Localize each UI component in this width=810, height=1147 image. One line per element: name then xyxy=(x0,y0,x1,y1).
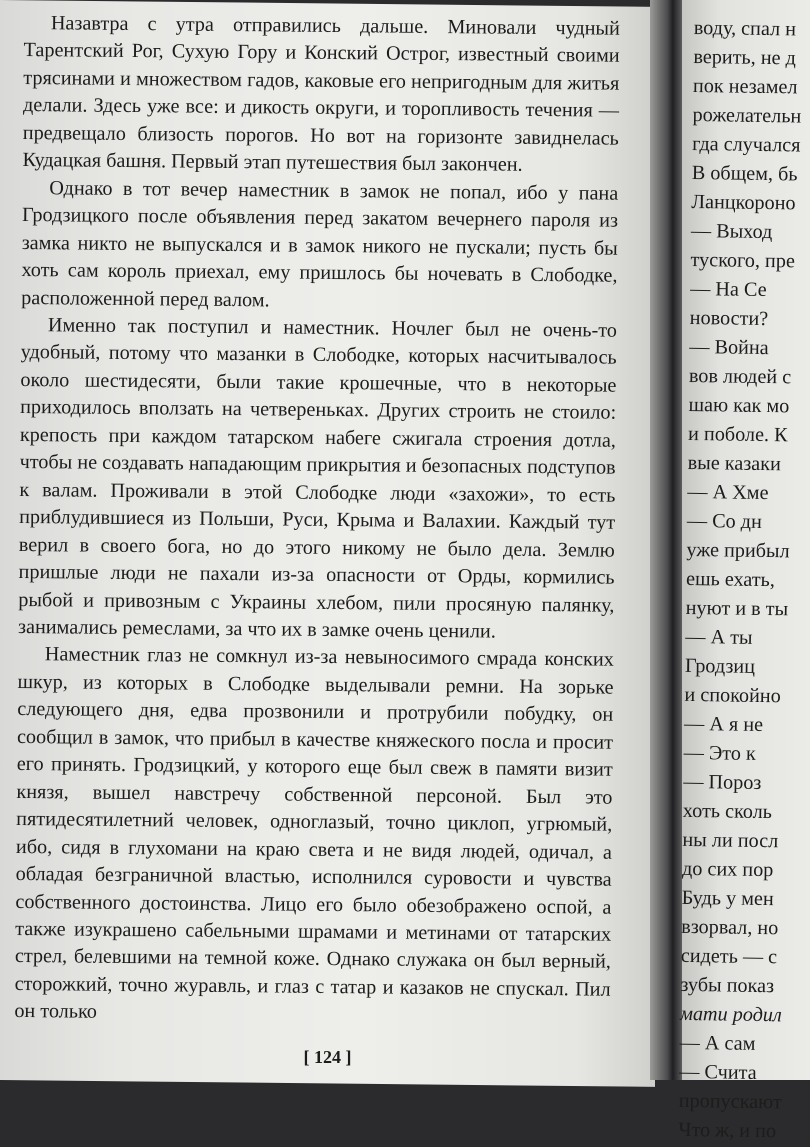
right-line: — А сам xyxy=(679,1031,756,1055)
right-line: нуют и в ты xyxy=(685,596,789,621)
right-line: ешь ехать, xyxy=(685,567,776,592)
right-line: верить, не д xyxy=(693,45,797,70)
right-line: — А ты xyxy=(685,625,753,649)
right-line: новости? xyxy=(689,306,769,331)
right-line: хоть сколь xyxy=(682,799,773,824)
paragraph-2: Однако в тот вечер наместник в замок не попал, ибо у пана Гродзицкого после объявления перед закатом вечернего пароля из замка никто не выпускался и в замок никого не пускали; пусть бы хоть сам король приехал, ему пришлось бы ночевать в Слободке, расположенной перед валом. xyxy=(21,176,619,311)
right-line: гда случался xyxy=(692,132,801,157)
right-line: вые казаки xyxy=(687,451,782,476)
right-line: — Со дн xyxy=(686,509,762,533)
right-line: — Пороз xyxy=(683,770,762,795)
right-line: шаю как мо xyxy=(688,393,790,418)
right-line: В общем, бь xyxy=(691,161,798,186)
right-line: туского, пре xyxy=(690,248,796,273)
page-number: [ 124 ] xyxy=(303,1047,352,1067)
right-line: вов людей с xyxy=(688,364,792,389)
right-line: — Война xyxy=(689,335,769,360)
right-line: — Выход xyxy=(690,219,773,244)
right-line: — А я не xyxy=(683,712,764,737)
right-line: воду, спал н xyxy=(693,16,797,41)
right-line: мати родил xyxy=(679,1002,782,1027)
right-line: ны ли посл xyxy=(682,828,779,853)
right-line: — На Се xyxy=(690,277,767,302)
right-line: и поболе. К xyxy=(687,422,788,447)
right-line: Будь у мен xyxy=(681,886,774,911)
right-line: сидеть — с xyxy=(680,944,778,969)
right-line: зубы показ xyxy=(680,973,775,998)
paragraph-4: Наместник глаз не сомкнул из-за невыносимого смрада конских шкур, из которых в Слободке выделывали ремни. На зорьке следующего дня, едва прозвонили и протрубили побудку, он сообщил в замок, что прибыл в качестве княжеского посла и просит его принять. Гродзицкий, у которого еще был свеж в памяти визит князя, вышел навстречу собственной персоной. Был это пятидесятилетний человек, одноглазый, точно циклоп, угрюмый, ибо, сидя в глухомани на краю света и не видя людей, одичал, а обладая безграничной властью, исполнился суровости и чувства собственного достоинства. Лицо его было обезображено оспой, а также изукрашено сабельными шрамами и метинами от татарских стрел, белевшими на темной коже. Однако служака он был верный, сторожкий, точно журавль, и глаз с татар и казаков не спускал. Пил он только xyxy=(14,643,614,1024)
right-line: Гродзиц xyxy=(684,654,756,678)
right-line: пок незамел xyxy=(692,74,798,99)
paragraph-3: Именно так поступил и наместник. Ночлег был не очень-то удобный, потому что мазанки в Слободке, которых насчитывалось около шестидесяти, были такие крошечные, что в некоторые приходилось вползать на четвереньках. Других строить не стоило: крепость при каждом татарском набеге сжигала строения дотла, чтобы не создавать нападающим прикрытия и безопасных подступов к валам. Проживали в этой Слободке люди «захожи», то есть приблудившиеся из Польши, Руси, Крыма и Валахии. Каждый тут верил в своего бога, но до этого никому не было дела. Землю пришлые люди не пахали из-за опасности от Орды, кормились рыбой и привозным с Украины хлебом, пили просяную палянку, занимались ремеслами, за что их в замке очень ценили. xyxy=(17,314,618,643)
right-line: Ланцкороно xyxy=(691,190,796,215)
paragraph-1: Назавтра с утра отправились дальше. Миновали чудный Тарентский Рог, Сухую Гору и Конский Острог, известный своими трясинами и множеством гадов, каковые его непригодным для житья делали. Здесь уже все: и дикость округи, и торопливость течения — предвещало близость порогов. Но вот на горизонте завиднелась Кудацкая башня. Первый этап путешествия был закончен. xyxy=(22,12,620,177)
right-line: взорвал, но xyxy=(681,915,779,940)
right-line: уже прибыл xyxy=(686,538,790,563)
left-page-text xyxy=(14,10,620,1031)
right-line: до сих пор xyxy=(681,857,774,882)
right-line: пропускают xyxy=(678,1089,782,1114)
right-line: — Счита xyxy=(679,1060,757,1084)
right-line: рожелательн xyxy=(692,103,802,128)
right-line: — Это к xyxy=(683,741,756,765)
right-line: — А Хме xyxy=(687,480,769,505)
right-line: Что ж, и по xyxy=(678,1118,777,1143)
right-line: и спокойно xyxy=(684,683,781,708)
right-page-text xyxy=(678,14,810,1147)
